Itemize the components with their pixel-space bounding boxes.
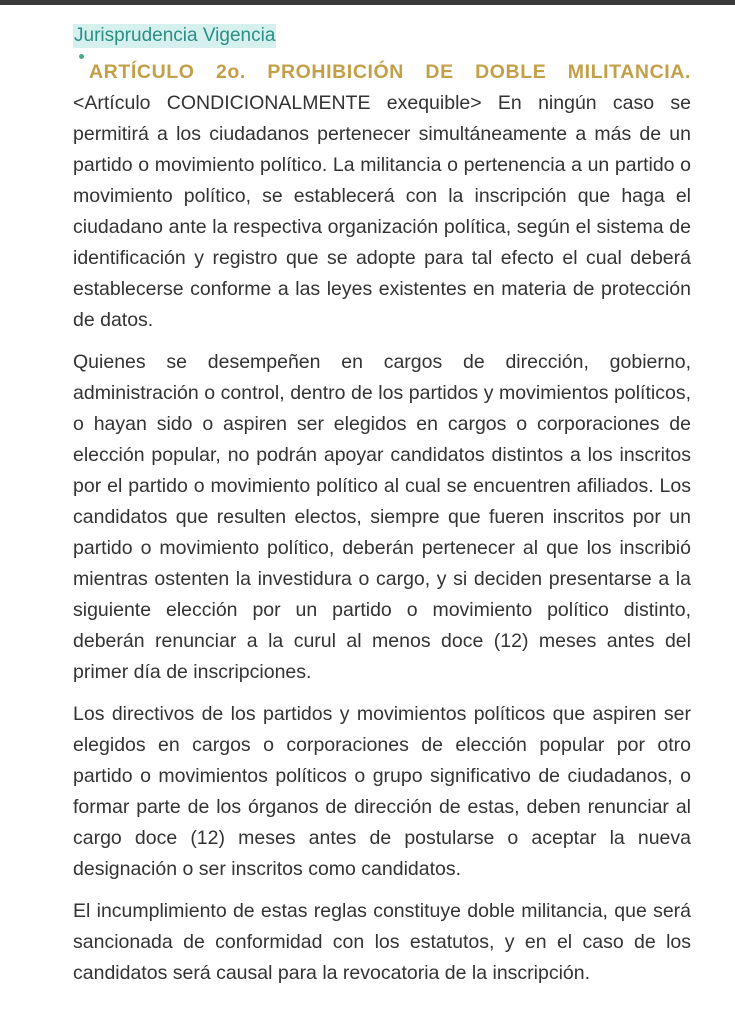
article-paragraph-2: Quienes se desempeñen en cargos de dirección, gobierno, administración o control, dentro de los partidos y movimientos políticos, o hayan sido o aspiren ser elegidos en cargos o corporaciones de elección popular, no podrán apoyar candidatos distintos a los inscritos por el partido o movimiento político al cual se encuentren afiliados. Los candidatos que resulten electos, siempre que fueren inscritos por un partido o movimiento político, deberán pertenecer al que los inscribió mientras ostenten la investidura o cargo, y si deciden presentarse a la siguiente elección por un partido o movimiento político distinto, deberán renunciar a la curul al menos doce (12) meses antes del primer día de inscripciones. <box>73 351 691 683</box>
article-status-tag: <Artículo CONDICIONALMENTE exequible> <box>73 92 482 114</box>
article-heading: ARTÍCULO 2o. PROHIBICIÓN DE DOBLE MILITANCIA. <box>89 61 691 83</box>
article-paragraph-1 <box>73 57 691 336</box>
article-paragraph-4: El incumplimiento de estas reglas constituye doble militancia, que será sancionada de conformidad con los estatutos, y en el caso de los candidatos será causal para la revocatoria de la inscripción. <box>73 900 691 984</box>
jurisprudencia-vigencia-link[interactable]: Jurisprudencia Vigencia <box>74 25 276 46</box>
top-bar <box>0 0 735 5</box>
article-paragraph-1-body: En ningún caso se permitirá a los ciudadanos pertenecer simultáneamente a más de un partido o movimiento político. La militancia o pertenencia a un partido o movimiento político, se establecerá con la inscripción que haga el ciudadano ante la respectiva organización política, según el sistema de identificación y registro que se adopte para tal efecto el cual deberá establecerse conforme a las leyes existentes en materia de protección de datos. <box>73 92 691 331</box>
article-paragraph-3: Los directivos de los partidos y movimientos políticos que aspiren ser elegidos en cargos o corporaciones de elección popular por otro partido o movimientos políticos o grupo significativo de ciudadanos, o formar parte de los órganos de dirección de estas, deben renunciar al cargo doce (12) meses antes de postularse o aceptar la nueva designación o ser inscritos como candidatos. <box>73 703 691 880</box>
article-content <box>73 24 691 989</box>
